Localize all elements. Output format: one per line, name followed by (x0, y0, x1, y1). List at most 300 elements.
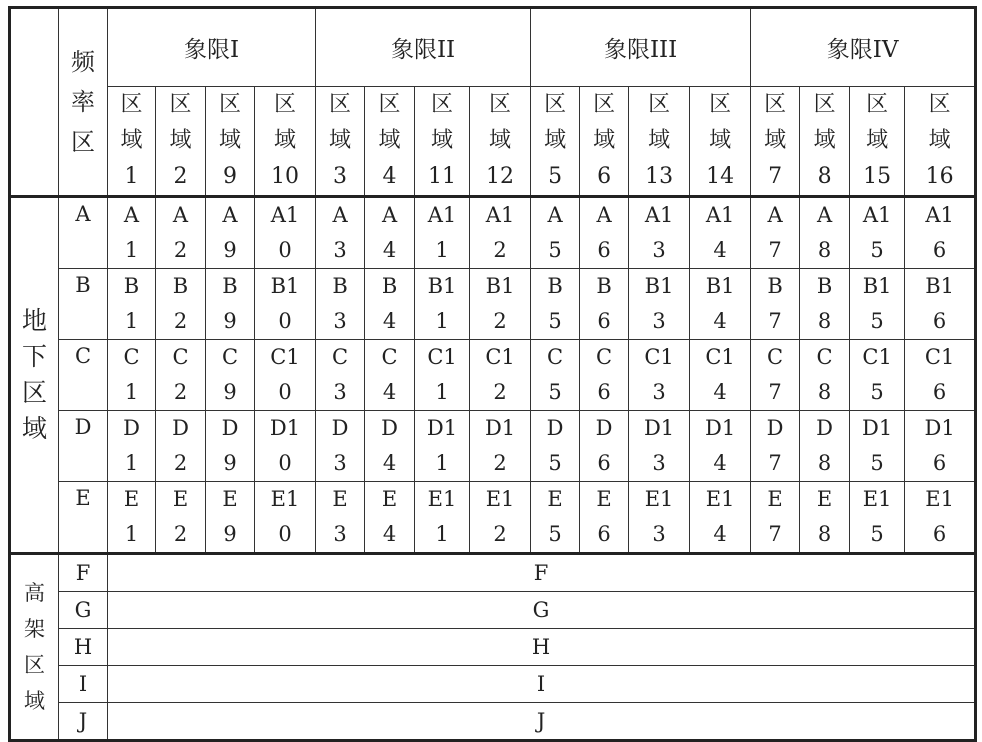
cell-line-2: 6 (932, 522, 947, 546)
cell-line-1: C (767, 345, 784, 369)
elevated-row (10, 666, 976, 703)
region-cell (108, 411, 156, 482)
cell-line-1: E (596, 487, 612, 511)
cell-line-1: C1 (644, 345, 674, 369)
underground-row (10, 269, 976, 340)
cell-line-2: 6 (597, 522, 611, 546)
cell-line-2: 6 (932, 380, 947, 404)
region-cell (751, 482, 800, 554)
cell-line-1: B (172, 274, 189, 298)
cell-line-2: 4 (382, 309, 397, 333)
cell-line-2: 5 (548, 451, 562, 475)
region-number: 8 (817, 164, 832, 189)
cell-line-2: 8 (817, 522, 832, 546)
region-cell (365, 411, 415, 482)
quadrant-4-header: 象限IV (751, 8, 976, 87)
elevated-row (10, 592, 976, 629)
cell-line-1: D (331, 416, 349, 440)
band-label: A (59, 197, 108, 269)
cell-line-2: 4 (382, 238, 397, 262)
region-cell (415, 197, 470, 269)
corner-cell (10, 8, 59, 197)
cell-line-2: 5 (548, 238, 562, 262)
region-cell (108, 197, 156, 269)
region-cell (580, 482, 629, 554)
cell-line-2: 1 (435, 380, 449, 404)
region-number: 3 (333, 164, 348, 189)
region-cell (850, 269, 905, 340)
cell-line-2: 8 (817, 380, 832, 404)
cell-line-2: 5 (548, 380, 562, 404)
cell-line-2: 5 (870, 522, 884, 546)
cell-line-1: B1 (644, 274, 674, 298)
cell-line-1: B (381, 274, 398, 298)
cell-line-1: B (222, 274, 238, 298)
region-cell (108, 340, 156, 411)
cell-line-2: 3 (652, 309, 666, 333)
freq-zone-header (59, 8, 108, 197)
cell-line-1: A1 (427, 203, 457, 227)
band-label: G (59, 592, 108, 629)
region-number: 5 (548, 164, 563, 189)
cell-line-1: C (172, 345, 189, 369)
region-cell (905, 411, 976, 482)
region-cell (156, 269, 206, 340)
cell-line-2: 2 (493, 522, 507, 546)
region-number: 16 (925, 164, 954, 189)
cell-line-1: C1 (862, 345, 892, 369)
region-cell (751, 411, 800, 482)
cell-line-1: A (381, 203, 398, 227)
cell-line-1: D (172, 416, 189, 440)
cell-line-2: 2 (173, 238, 188, 262)
cell-line-2: 9 (223, 451, 237, 475)
cell-line-1: A (817, 203, 833, 227)
band-label: C (59, 340, 108, 411)
cell-line-2: 3 (652, 522, 666, 546)
cell-line-1: D (595, 416, 613, 440)
cell-line-1: C (596, 345, 613, 369)
cell-line-1: D (816, 416, 834, 440)
region-cell (850, 197, 905, 269)
region-cell (690, 340, 751, 411)
cell-line-1: C (221, 345, 239, 369)
cell-line-2: 9 (223, 522, 237, 546)
cell-line-1: B1 (925, 274, 954, 298)
underground-row (10, 197, 976, 269)
cell-line-1: D (766, 416, 784, 440)
region-header-13 (629, 87, 690, 197)
cell-line-1: A1 (925, 203, 954, 227)
cell-line-2: 1 (435, 451, 449, 475)
region-cell (751, 269, 800, 340)
cell-line-2: 6 (932, 238, 947, 262)
cell-line-2: 8 (817, 309, 832, 333)
region-cell (531, 340, 580, 411)
cell-line-1: A1 (644, 203, 674, 227)
region-cell (751, 340, 800, 411)
band-label: J (59, 703, 108, 741)
region-number: 10 (271, 164, 300, 189)
region-cell (206, 269, 255, 340)
cell-line-1: B1 (270, 274, 300, 298)
cell-line-2: 1 (435, 309, 449, 333)
cell-line-2: 6 (597, 451, 611, 475)
region-cell (531, 197, 580, 269)
elevated-value-cell: J (108, 703, 976, 741)
region-word: 区 域 (593, 92, 616, 153)
cell-line-1: E1 (485, 487, 515, 511)
region-cell (316, 411, 365, 482)
region-cell (751, 197, 800, 269)
region-cell (255, 482, 316, 554)
cell-line-1: C1 (705, 345, 735, 369)
region-cell (365, 197, 415, 269)
region-cell (800, 482, 850, 554)
cell-line-2: 1 (124, 522, 139, 546)
region-cell (470, 482, 531, 554)
region-word: 区 域 (764, 92, 787, 153)
cell-line-2: 0 (278, 309, 292, 333)
region-cell (206, 197, 255, 269)
region-cell (905, 340, 976, 411)
cell-line-1: D (221, 416, 239, 440)
region-cell (156, 482, 206, 554)
cell-line-2: 7 (768, 238, 782, 262)
cell-line-1: D (546, 416, 564, 440)
cell-line-2: 3 (333, 238, 347, 262)
cell-line-1: E1 (705, 487, 735, 511)
region-word: 区 域 (489, 92, 512, 153)
cell-line-1: E1 (644, 487, 674, 511)
cell-line-1: E1 (427, 487, 457, 511)
region-header-8 (800, 87, 850, 197)
region-cell (316, 197, 365, 269)
region-cell (108, 482, 156, 554)
cell-line-1: C1 (485, 345, 515, 369)
region-cell (156, 340, 206, 411)
cell-line-2: 1 (124, 238, 139, 262)
cell-line-1: A (172, 203, 189, 227)
cell-line-2: 3 (333, 309, 347, 333)
cell-line-1: D (123, 416, 140, 440)
region-word: 区 域 (218, 92, 241, 153)
region-cell (365, 482, 415, 554)
region-cell (629, 197, 690, 269)
region-cell (580, 197, 629, 269)
cell-line-1: A1 (270, 203, 300, 227)
cell-line-2: 6 (932, 309, 947, 333)
cell-line-1: C1 (924, 345, 955, 369)
underground-row (10, 411, 976, 482)
cell-line-1: B1 (705, 274, 735, 298)
cell-line-1: D1 (861, 416, 893, 440)
region-cell (580, 340, 629, 411)
cell-line-1: C (331, 345, 349, 369)
cell-line-2: 4 (713, 309, 727, 333)
region-cell (800, 411, 850, 482)
region-cell (531, 411, 580, 482)
cell-line-1: D (381, 416, 398, 440)
region-header-3 (316, 87, 365, 197)
cell-line-2: 3 (652, 451, 666, 475)
region-cell (905, 197, 976, 269)
cell-line-2: 2 (173, 309, 188, 333)
cell-line-1: D1 (426, 416, 458, 440)
cell-line-2: 1 (435, 238, 449, 262)
region-cell (255, 197, 316, 269)
region-cell (470, 269, 531, 340)
region-header-10 (255, 87, 316, 197)
cell-line-2: 5 (870, 309, 884, 333)
region-number: 15 (863, 164, 892, 189)
region-cell (690, 411, 751, 482)
region-header-4 (365, 87, 415, 197)
region-cell (206, 482, 255, 554)
cell-line-2: 5 (548, 522, 562, 546)
region-cell (470, 340, 531, 411)
region-cell (580, 269, 629, 340)
cell-line-2: 2 (493, 309, 507, 333)
elevated-value-cell: G (108, 592, 976, 629)
region-word: 区 域 (431, 92, 454, 153)
cell-line-2: 3 (652, 380, 666, 404)
region-cell (800, 340, 850, 411)
region-number: 7 (768, 164, 783, 189)
region-cell (690, 197, 751, 269)
cell-line-2: 2 (173, 451, 188, 475)
cell-line-2: 5 (870, 451, 884, 475)
cell-line-2: 6 (597, 309, 611, 333)
region-header-15 (850, 87, 905, 197)
cell-line-2: 2 (173, 380, 188, 404)
cell-line-1: D1 (924, 416, 955, 440)
cell-line-2: 3 (333, 380, 347, 404)
region-cell (470, 197, 531, 269)
cell-line-1: C (547, 345, 564, 369)
region-number: 13 (645, 164, 674, 189)
cell-line-2: 6 (932, 451, 947, 475)
region-cell (850, 411, 905, 482)
cell-line-1: E (547, 487, 563, 511)
cell-line-2: 1 (435, 522, 449, 546)
cell-line-1: A1 (485, 203, 515, 227)
region-word: 区 域 (928, 92, 951, 153)
region-cell (629, 269, 690, 340)
elevated-row (10, 629, 976, 666)
cell-line-2: 7 (768, 451, 782, 475)
cell-line-2: 6 (597, 238, 611, 262)
region-word: 区 域 (648, 92, 671, 153)
cell-line-1: C (123, 345, 140, 369)
region-cell (415, 411, 470, 482)
cell-line-2: 7 (768, 522, 782, 546)
cell-line-2: 4 (382, 380, 397, 404)
region-cell (850, 340, 905, 411)
cell-line-1: E (123, 487, 140, 511)
cell-line-2: 5 (870, 380, 884, 404)
region-cell (905, 482, 976, 554)
cell-line-2: 4 (713, 451, 727, 475)
underground-row (10, 340, 976, 411)
band-label: D (59, 411, 108, 482)
elevated-value-cell: I (108, 666, 976, 703)
region-cell (316, 269, 365, 340)
region-header-16 (905, 87, 976, 197)
cell-line-1: B (816, 274, 833, 298)
cell-line-1: B1 (427, 274, 457, 298)
region-cell (531, 482, 580, 554)
region-word: 区 域 (169, 92, 192, 153)
cell-line-1: D1 (484, 416, 516, 440)
band-label: F (59, 554, 108, 592)
cell-line-1: A1 (705, 203, 735, 227)
cell-line-1: A (767, 203, 783, 227)
cell-line-1: E (816, 487, 833, 511)
cell-line-1: C1 (270, 345, 300, 369)
cell-line-1: D1 (269, 416, 301, 440)
cell-line-2: 3 (333, 522, 347, 546)
region-number: 6 (597, 164, 612, 189)
cell-line-1: E1 (270, 487, 300, 511)
cell-line-2: 8 (817, 451, 832, 475)
region-number: 14 (706, 164, 735, 189)
freq-zone-label: 频 率 区 (71, 48, 95, 156)
cell-line-1: E1 (925, 487, 954, 511)
elevated-value-cell: F (108, 554, 976, 592)
cell-line-1: D1 (704, 416, 736, 440)
region-cell (415, 340, 470, 411)
cell-line-1: A (332, 203, 348, 227)
cell-line-2: 7 (768, 380, 782, 404)
region-cell (255, 340, 316, 411)
cell-line-2: 5 (870, 238, 884, 262)
region-cell (690, 482, 751, 554)
cell-line-2: 5 (548, 309, 562, 333)
cell-line-2: 4 (713, 238, 727, 262)
region-cell (365, 340, 415, 411)
band-label: B (59, 269, 108, 340)
cell-line-2: 4 (713, 380, 727, 404)
region-cell (629, 411, 690, 482)
band-label: I (59, 666, 108, 703)
frequency-region-table (8, 6, 977, 742)
region-cell (206, 411, 255, 482)
region-header-2 (156, 87, 206, 197)
region-cell (850, 482, 905, 554)
quadrant-3-header: 象限III (531, 8, 751, 87)
region-cell (156, 197, 206, 269)
cell-line-1: A (596, 203, 612, 227)
cell-line-1: C (816, 345, 833, 369)
cell-line-1: B (596, 274, 612, 298)
cell-line-1: A1 (862, 203, 892, 227)
region-header-12 (470, 87, 531, 197)
region-number: 4 (382, 164, 397, 189)
cell-line-2: 1 (124, 451, 139, 475)
cell-line-1: A (547, 203, 563, 227)
region-cell (415, 482, 470, 554)
underground-row (10, 482, 976, 554)
cell-line-2: 4 (382, 522, 397, 546)
region-word: 区 域 (866, 92, 889, 153)
region-cell (629, 482, 690, 554)
region-cell (316, 340, 365, 411)
region-cell (531, 269, 580, 340)
elevated-group-label (10, 554, 59, 741)
cell-line-2: 7 (768, 309, 782, 333)
cell-line-2: 0 (278, 522, 292, 546)
region-word: 区 域 (813, 92, 836, 153)
cell-line-1: E1 (862, 487, 892, 511)
cell-line-1: E (767, 487, 783, 511)
cell-line-2: 8 (817, 238, 832, 262)
cell-line-1: C1 (427, 345, 457, 369)
region-header-7 (751, 87, 800, 197)
region-header-11 (415, 87, 470, 197)
quadrant-1-header: 象限I (108, 8, 316, 87)
cell-line-2: 4 (382, 451, 397, 475)
elevated-group-text: 高 架 区 域 (24, 581, 45, 713)
cell-line-1: B (332, 274, 348, 298)
band-label: E (59, 482, 108, 554)
region-word: 区 域 (709, 92, 732, 153)
cell-line-1: B1 (485, 274, 515, 298)
elevated-row (10, 703, 976, 741)
region-header-1 (108, 87, 156, 197)
cell-line-1: B (767, 274, 783, 298)
region-cell (156, 411, 206, 482)
elevated-value-cell: H (108, 629, 976, 666)
region-cell (415, 269, 470, 340)
region-word: 区 域 (378, 92, 401, 153)
cell-line-1: D1 (643, 416, 675, 440)
band-label: H (59, 629, 108, 666)
cell-line-2: 4 (713, 522, 727, 546)
elevated-row (10, 554, 976, 592)
underground-group-text: 地 下 区 域 (21, 306, 47, 443)
region-header-9 (206, 87, 255, 197)
region-cell (800, 269, 850, 340)
cell-line-1: E (332, 487, 348, 511)
region-word: 区 域 (329, 92, 352, 153)
region-header-14 (690, 87, 751, 197)
cell-line-1: C (381, 345, 398, 369)
cell-line-2: 3 (333, 451, 347, 475)
cell-line-1: E (222, 487, 238, 511)
cell-line-2: 2 (493, 451, 507, 475)
cell-line-2: 9 (223, 380, 237, 404)
region-number: 1 (124, 164, 139, 189)
cell-line-2: 2 (493, 238, 507, 262)
cell-line-1: A (222, 203, 238, 227)
region-number: 9 (223, 164, 237, 189)
cell-line-2: 3 (652, 238, 666, 262)
underground-group-label (10, 197, 59, 554)
cell-line-2: 6 (597, 380, 611, 404)
region-cell (470, 411, 531, 482)
region-cell (580, 411, 629, 482)
cell-line-1: E (172, 487, 189, 511)
region-number: 11 (428, 164, 457, 189)
cell-line-2: 9 (223, 309, 237, 333)
cell-line-1: B (123, 274, 140, 298)
cell-line-2: 9 (223, 238, 237, 262)
cell-line-2: 2 (493, 380, 507, 404)
cell-line-1: B (547, 274, 563, 298)
region-cell (905, 269, 976, 340)
quadrant-2-header: 象限II (316, 8, 531, 87)
